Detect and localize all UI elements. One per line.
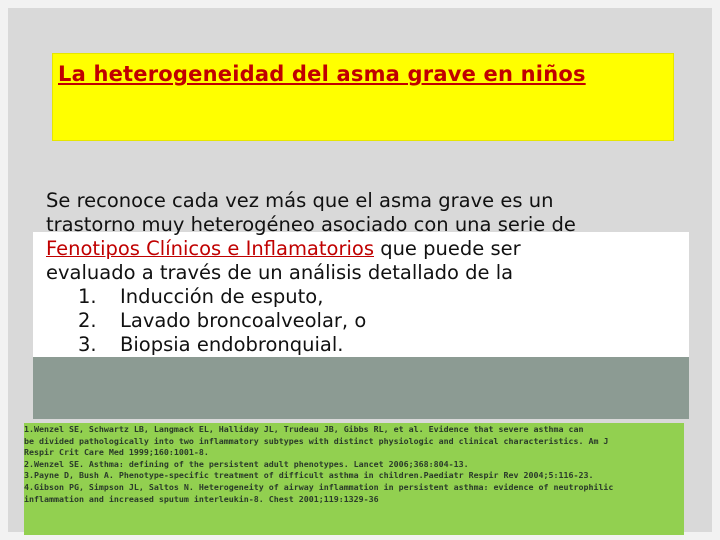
list-number: 1. <box>78 285 97 308</box>
reference-line: 1.Wenzel SE, Schwartz LB, Langmack EL, Halliday JL, Trudeau JB, Gibbs RL, et al. Evidence that severe asthma can <box>24 424 584 434</box>
reference-line: 3.Payne D, Bush A. Phenotype-specific treatment of difficult asthma in children.Paediatr Respir Rev 2004;5:116-23. <box>24 470 594 481</box>
reference-line: inflammation and increased sputum interleukin-8. Chest 2001;119:1329-36 <box>24 493 379 504</box>
content-panel-gray <box>33 357 689 419</box>
body-line-3 <box>46 237 696 261</box>
references-text <box>24 424 680 505</box>
reference-line: 2.Wenzel SE. Asthma: defining of the persistent adult phenotypes. Lancet 2006;368:804-13. <box>24 458 469 469</box>
body-line-2: trastorno muy heterogéneo asociado con una serie de <box>46 213 576 236</box>
highlighted-phenotypes: Fenotipos Clínicos e Inflamatorios <box>46 237 374 260</box>
body-text <box>46 189 696 357</box>
slide-title: La heterogeneidad del asma grave en niños <box>58 62 586 86</box>
list-item <box>46 309 696 333</box>
list-text: Biopsia endobronquial. <box>120 333 344 356</box>
reference-line: Respir Crit Care Med 1999;160:1001-8. <box>24 447 209 458</box>
list-number: 2. <box>78 309 97 332</box>
reference-line: 4.Gibson PG, Simpson JL, Saltos N. Heterogeneity of airway inflammation in persistent asthma: evidence of neutrophilic <box>24 481 614 492</box>
list-number: 3. <box>78 333 97 356</box>
list-item <box>46 285 696 309</box>
list-item <box>46 333 696 357</box>
body-line-4: evaluado a través de un análisis detallado de la <box>46 261 514 284</box>
title-box <box>52 53 674 141</box>
list-text: Inducción de esputo, <box>120 285 324 308</box>
body-line-3-rest: que puede ser <box>374 237 521 260</box>
list-text: Lavado broncoalveolar, o <box>120 309 367 332</box>
reference-line: be divided pathologically into two inflammatory subtypes with distinct physiologic and clinical characteristics. Am J <box>24 435 609 446</box>
body-line-1: Se reconoce cada vez más que el asma grave es un <box>46 189 554 212</box>
references-box <box>24 423 684 535</box>
